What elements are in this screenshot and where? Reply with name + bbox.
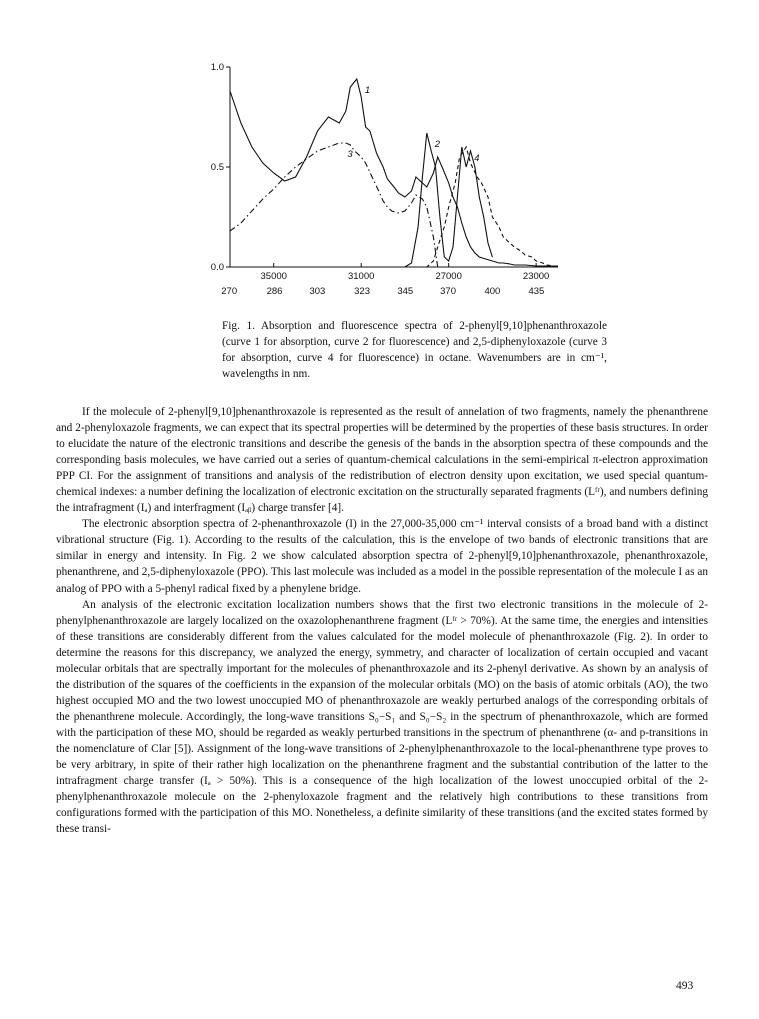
wavelength-tick-label: 435 — [528, 286, 545, 297]
wavenumber-tick-label: 23000 — [522, 271, 550, 282]
series-3-line — [230, 143, 438, 267]
series-4-label: 4 — [474, 153, 480, 164]
body-text — [56, 404, 708, 837]
wavelength-tick-label: 303 — [309, 286, 326, 297]
y-tick-label: 1.0 — [210, 62, 224, 73]
wavelength-tick-label: 270 — [221, 286, 238, 297]
wavelength-tick-label: 345 — [397, 286, 414, 297]
series-2-label: 2 — [434, 139, 441, 150]
series-1-label: 1 — [364, 85, 371, 96]
wavenumber-tick-label: 31000 — [347, 271, 375, 282]
paragraph-1: If the molecule of 2-phenyl[9,10]phenanthroxazole is represented as the result of annelation of two fragments, namely the phenanthrene and 2-phenyloxazole fragments, we can expect that its spectral properties will be determined by the properties of these basis structures. In order to elucidate the nature of the electronic transitions and describe the genesis of the bands in the absorption spectra of these compounds and the corresponding basis molecules, we have carried out a series of quantum-chemical calculations in the semi-empirical π-electron approximation PPP CI. For the assignment of transitions and analysis of the redistribution of electron density upon excitation, we used special quantum-chemical indexes: a number defining the localization of electronic excitation on the structurally separated fragments (Lᶠʳ), and numbers defining the intrafragment (Iₐ) and interfragment (Iₐᵦ) charge transfer [4]. — [56, 406, 708, 515]
wavelength-tick-label: 323 — [354, 286, 371, 297]
paragraph-2: The electronic absorption spectra of 2-phenanthroxazole (I) in the 27,000-35,000 cm⁻¹ interval consists of a broad band with a distinct vibrational structure (Fig. 1). According to the results of the calculation, this is the envelope of two bands of electronic transitions that are similar in energy and intensity. In Fig. 2 we show calculated absorption spectra of 2-phenyl[9,10]phenanthroxazole, phenanthroxazole, phenanthrene, and 2,5-diphenyloxazole (PPO). This last molecule was included as a model in the possible representation of the molecule I as an analog of PPO with a 5-phenyl radical fixed by a phenylene bridge. — [56, 518, 708, 595]
wavenumber-tick-label: 27000 — [435, 271, 462, 282]
series-3-label: 3 — [347, 149, 353, 160]
wavelength-tick-label: 370 — [440, 286, 457, 297]
y-tick-label: 0.5 — [210, 162, 224, 173]
spectra-chart — [190, 55, 580, 315]
page-number: 493 — [676, 980, 694, 992]
figure-caption: Fig. 1. Absorption and fluorescence spectra of 2-phenyl[9,10]phenanthroxazole (curve 1 for absorption, curve 2 for fluorescence) and 2,5-diphenyloxazole (curve 3 for absorption, curve 4 for fluorescence) in octane. Wavenumbers are in cm⁻¹, wavelengths in nm. — [222, 320, 607, 380]
wavelength-tick-label: 286 — [266, 286, 283, 297]
figure — [190, 55, 580, 315]
wavelength-tick-label: 400 — [484, 286, 501, 297]
y-tick-label: 0.0 — [210, 262, 224, 273]
series-1-line — [230, 79, 558, 266]
paragraph-3: An analysis of the electronic excitation localization numbers shows that the first two electronic transitions in the molecule of 2-phenylphenanthroxazole are largely localized on the oxazolophenanthrene fragment (Lᶠʳ > 70%). At the same time, the energies and intensities of these transitions are considerably different from the values calculated for the model molecule of phenanthroxazole (Fig. 2). In order to determine the reasons for this discrepancy, we analyzed the energy, symmetry, and character of localization of certain occupied and vacant molecular orbitals that are spectrally important for the molecules of phenanthroxazole and its 2-phenyl derivative. As shown by an analysis of the distribution of the squares of the coefficients in the expansion of the molecular orbitals (MO) on the basis of atomic orbitals (AO), the two highest occupied MO and the two lowest unoccupied MO of phenanthroxazole are weakly perturbed analogs of the corresponding orbitals of the phenanthrene molecule. Accordingly, the long-wave transitions S₀−S₁ and S₀−S₂ in the spectrum of phenanthroxazole, which are formed with the participation of these MO, should be regarded as weakly perturbed transitions in the spectrum of phenanthrene (α- and p-transitions in the nomenclature of Clar [5]). Assignment of the long-wave transitions of 2-phenylphenanthroxazole to the local-phenanthrene type proves to be very arbitrary, in spite of their rather high localization on the phenanthrene fragment and the substantial contribution of the latter to the intrafragment charge transfer (Iₐ > 50%). This is a consequence of the high localization of the lowest unoccupied orbital of the 2-phenylphenanthroxazole molecule on the 2-phenyloxazole fragment and the relatively high contributions to these transitions from configurations formed with the participation of this MO. Nonetheless, a definite similarity of these transitions (and the excited states formed by these transi- — [56, 598, 708, 836]
wavenumber-tick-label: 35000 — [260, 271, 287, 282]
